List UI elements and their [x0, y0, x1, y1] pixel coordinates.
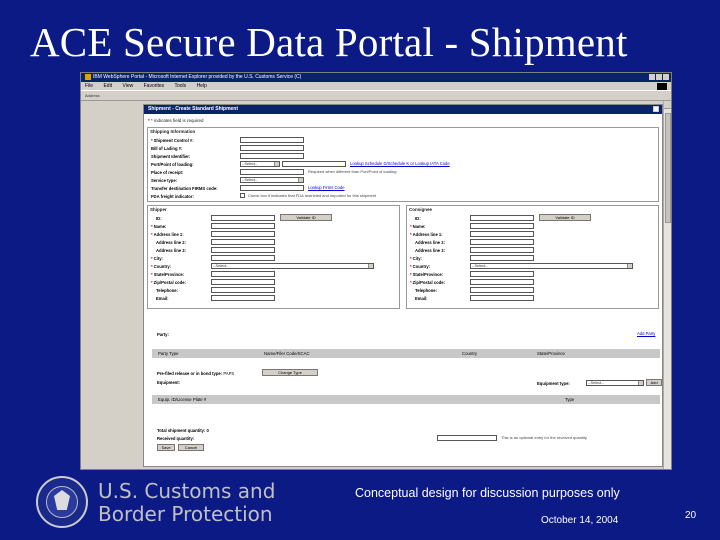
windows-logo-icon [657, 83, 667, 90]
agency-name-line2: Border Protection [98, 502, 273, 526]
consignee-address3-label: Address line 3: [415, 247, 446, 253]
shipper-address3-input[interactable] [211, 247, 275, 253]
minimize-icon[interactable] [649, 74, 655, 80]
equipment-label: Equipment: [157, 379, 181, 385]
cbp-seal-icon [36, 476, 88, 528]
party-col-country: Country [462, 351, 478, 356]
shipper-address2-label: Address line 2: [156, 239, 187, 245]
maximize-icon[interactable] [656, 74, 662, 80]
chevron-down-icon [638, 381, 643, 385]
equipment-table-header [152, 395, 660, 404]
shipper-address3-label: Address line 3: [156, 247, 187, 253]
shipper-state-input[interactable] [211, 271, 275, 277]
prefiled-label: Pre-filed release or in bond type: PAPS [157, 370, 235, 376]
port-of-loading-label: Port/Point of loading: [151, 161, 194, 167]
shipper-telephone-input[interactable] [211, 287, 275, 293]
shipper-address1-input[interactable] [211, 231, 275, 237]
consignee-address3-input[interactable] [470, 247, 534, 253]
browser-title: IBM WebSphere Portal - Microsoft Internet Explorer provided by the U.S. Customs Service (C) [93, 74, 302, 80]
party-col-type: Party Type [158, 351, 179, 356]
received-quantity-hint: This is an optional entry for the received quantity [501, 435, 588, 440]
browser-title-bar [81, 73, 671, 82]
consignee-legend: Consignee [409, 207, 433, 212]
save-button[interactable]: Save [157, 444, 175, 451]
slide-title: ACE Secure Data Portal - Shipment [30, 19, 628, 65]
vertical-scrollbar[interactable] [663, 101, 671, 469]
consignee-state-label: * State/Province: [410, 271, 444, 277]
received-quantity-label: Received quantity: [157, 435, 195, 441]
equipment-add-button[interactable]: Add [646, 379, 662, 386]
chevron-down-icon [298, 178, 303, 182]
menu-edit[interactable]: Edit [103, 83, 113, 89]
menu-file[interactable]: File [85, 83, 94, 89]
consignee-address1-label: * Address line 1: [410, 231, 443, 237]
browser-menu-bar [81, 82, 671, 91]
place-of-receipt-label: Place of receipt: [151, 169, 184, 175]
service-type-select[interactable]: --Select-- [240, 177, 304, 183]
equipment-col-type: Type [565, 397, 575, 402]
consignee-city-label: * City: [410, 255, 422, 261]
page-number: 20 [685, 510, 697, 521]
shipment-identifier-label: Shipment Identifier: [151, 153, 191, 159]
shipper-legend: Shipper [150, 207, 167, 212]
consignee-telephone-label: Telephone: [415, 287, 438, 293]
close-icon[interactable] [663, 74, 669, 80]
port-of-loading-input[interactable] [282, 161, 346, 167]
shipment-control-label: * Shipment Control #: [151, 137, 194, 143]
chevron-down-icon [368, 264, 373, 268]
party-table-header [152, 349, 660, 358]
shipper-address2-input[interactable] [211, 239, 275, 245]
add-party-link[interactable]: Add Party [637, 331, 656, 336]
shipper-name-label: * Name: [151, 223, 167, 229]
consignee-telephone-input[interactable] [470, 287, 534, 293]
slide-caption: Conceptual design for discussion purposes only [355, 486, 620, 500]
shipper-email-label: Email: [156, 295, 169, 301]
lookup-schedule-link[interactable]: Lookup Schedule D/Schedule K or Lookup IATA Code [350, 161, 450, 166]
shipping-info-section [147, 127, 659, 202]
consignee-section [406, 205, 659, 309]
consignee-address2-input[interactable] [470, 239, 534, 245]
party-col-state: State/Province [537, 351, 565, 356]
consignee-zip-input[interactable] [470, 279, 534, 285]
consignee-id-label: ID: [415, 215, 421, 221]
shipper-id-input[interactable] [211, 215, 275, 221]
consignee-country-label: * Country: [410, 263, 431, 269]
shipper-zip-label: * Zip/Postal code: [151, 279, 186, 285]
equipment-type-select[interactable]: --Select-- [586, 380, 644, 386]
shipper-state-label: * State/Province: [151, 271, 185, 277]
shipper-telephone-label: Telephone: [156, 287, 179, 293]
service-type-label: Service type: [151, 177, 178, 183]
place-of-receipt-hint: Required when different than Port/Point of loading [308, 169, 397, 174]
menu-favorites[interactable]: Favorites [143, 83, 165, 89]
consignee-address2-label: Address line 2: [415, 239, 446, 245]
scroll-up-icon[interactable] [664, 101, 671, 109]
consignee-name-label: * Name: [410, 223, 426, 229]
total-quantity-label: Total shipment quantity: 0 [157, 427, 209, 433]
chevron-down-icon [627, 264, 632, 268]
change-type-button[interactable]: Change Type [262, 369, 318, 376]
party-col-name: Name/Filer Code/SCAC [264, 351, 310, 356]
consignee-zip-label: * Zip/Postal code: [410, 279, 445, 285]
received-quantity-input[interactable] [437, 435, 497, 441]
address-bar[interactable]: Address [81, 91, 671, 101]
shipper-email-input[interactable] [211, 295, 275, 301]
consignee-city-input[interactable] [470, 255, 534, 261]
shipper-city-label: * City: [151, 255, 163, 261]
shipper-section [147, 205, 400, 309]
bill-of-lading-input[interactable] [240, 145, 304, 151]
portal-content [143, 104, 663, 467]
consignee-name-input[interactable] [470, 223, 534, 229]
firms-code-input[interactable] [240, 185, 304, 191]
party-label: Party: [157, 331, 169, 337]
scroll-thumb[interactable] [665, 113, 671, 223]
consignee-email-label: Email: [415, 295, 428, 301]
form-title: Shipment - Create Standard Shipment [148, 106, 239, 112]
prefiled-value: PAPS [223, 370, 235, 376]
menu-view[interactable]: View [122, 83, 134, 89]
shipper-city-input[interactable] [211, 255, 275, 261]
shipper-address1-label: * Address line 1: [151, 231, 184, 237]
slide-date: October 14, 2004 [541, 515, 619, 526]
ie-icon [85, 74, 91, 80]
shipment-control-input[interactable] [240, 137, 304, 143]
firms-code-label: Transfer destination FIRMS code: [151, 185, 218, 191]
shipper-id-label: ID: [156, 215, 162, 221]
bill-of-lading-label: Bill of Lading #: [151, 145, 183, 151]
consignee-id-input[interactable] [470, 215, 534, 221]
equipment-type-label: Equipment type: [537, 380, 570, 386]
menu-tools[interactable]: Tools [174, 83, 187, 89]
shipper-validate-button[interactable]: Validate ID [280, 214, 332, 221]
shipping-info-legend: Shipping Information [150, 129, 196, 134]
agency-name-line1: U.S. Customs and [98, 479, 276, 503]
port-of-loading-select[interactable]: --Select-- [240, 161, 280, 167]
place-of-receipt-input[interactable] [240, 169, 304, 175]
shipment-identifier-input[interactable] [240, 153, 304, 159]
consignee-country-select[interactable]: --Select-- [470, 263, 633, 269]
consignee-state-input[interactable] [470, 271, 534, 277]
required-note: * * indicates field is required [148, 118, 204, 123]
fda-indicator-hint: Check box if indicates that FDA restricted and imported for this shipment [248, 193, 377, 198]
shipper-name-input[interactable] [211, 223, 275, 229]
browser-screenshot [80, 72, 672, 470]
form-header [144, 105, 662, 114]
equipment-col-id: Equip. ID/License Plate # [158, 397, 207, 402]
fda-indicator-checkbox[interactable] [240, 193, 245, 198]
shipper-country-select[interactable]: --Select-- [211, 263, 374, 269]
shipper-zip-input[interactable] [211, 279, 275, 285]
consignee-address1-input[interactable] [470, 231, 534, 237]
shipper-country-label: * Country: [151, 263, 172, 269]
menu-help[interactable]: Help [196, 83, 207, 89]
lookup-firms-link[interactable]: Lookup Firms Code [308, 185, 345, 190]
consignee-email-input[interactable] [470, 295, 534, 301]
cancel-button[interactable]: Cancel [178, 444, 204, 451]
consignee-validate-button[interactable]: Validate ID [539, 214, 591, 221]
fda-indicator-label: FDA freight indicator: [151, 193, 194, 199]
chevron-down-icon [274, 162, 279, 166]
portlet-close-icon[interactable] [653, 106, 659, 112]
